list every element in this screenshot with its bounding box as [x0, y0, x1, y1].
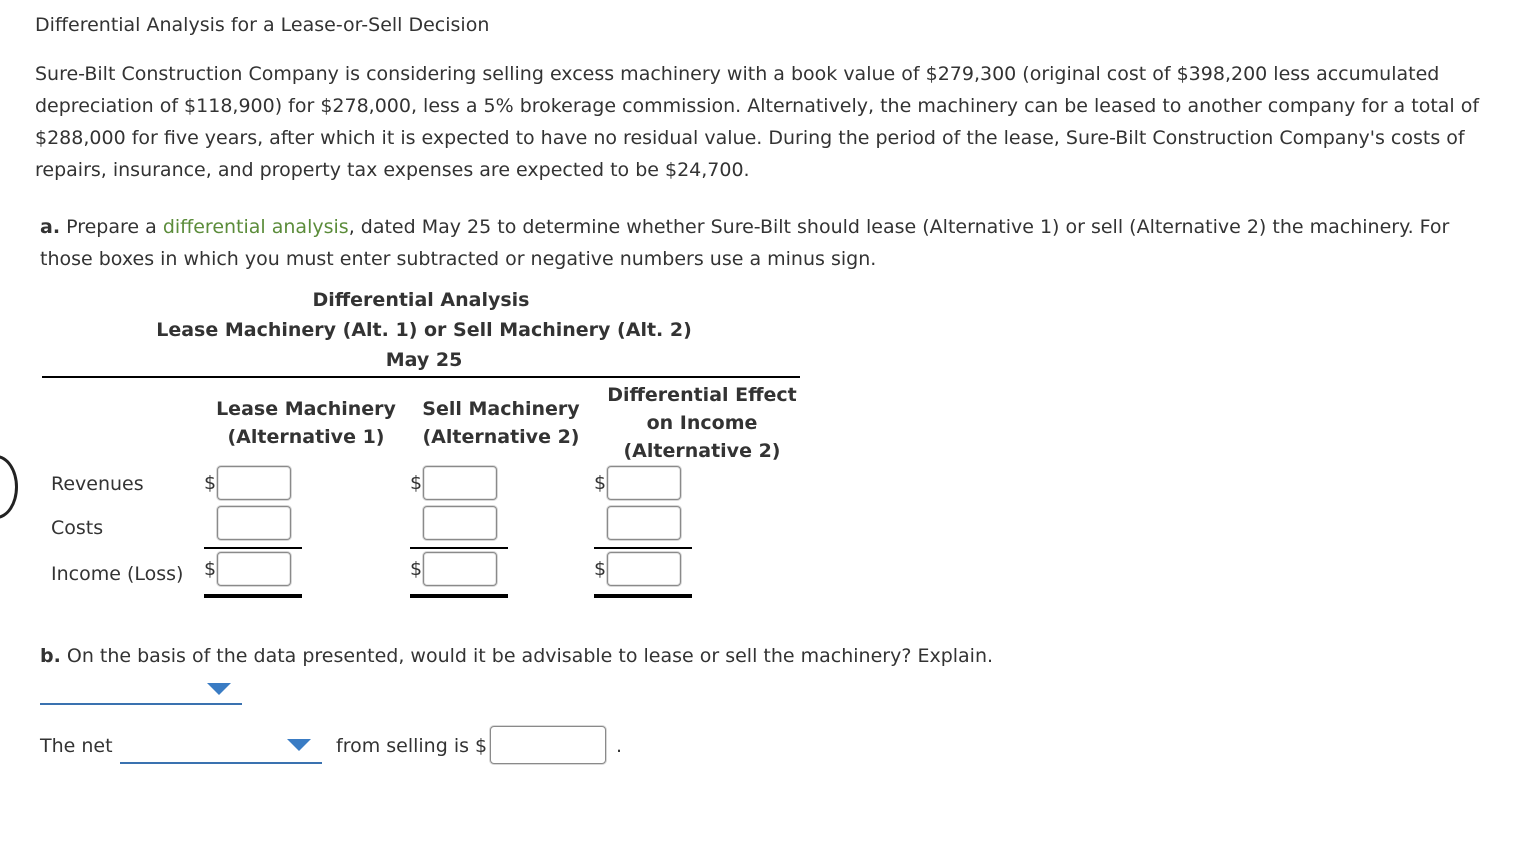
- chevron-down-icon: [207, 683, 231, 695]
- revenues-differential-input[interactable]: [607, 466, 681, 500]
- column-header-line: Lease Machinery: [216, 398, 396, 420]
- revenues-sell-input[interactable]: [423, 466, 497, 500]
- problem-line: depreciation of $118,900) for $278,000, less a 5% brokerage commission. Alternatively, the machinery can be leased to another company for a total of: [35, 95, 1480, 117]
- differential-analysis-link[interactable]: differential analysis: [162, 216, 349, 238]
- part-b-letter: b.: [40, 645, 61, 667]
- problem-line: repairs, insurance, and property tax expenses are expected to be $24,700.: [35, 159, 750, 181]
- net-amount-input[interactable]: [490, 726, 606, 764]
- column-header-line: on Income: [646, 412, 758, 434]
- table-heading-date: May 25: [385, 349, 463, 371]
- part-a-letter: a.: [40, 216, 61, 238]
- subtotal-rule: [410, 547, 508, 549]
- sentence-period: .: [616, 735, 623, 757]
- currency-symbol: $: [204, 558, 217, 580]
- column-header-line: (Alternative 2): [623, 440, 781, 462]
- part-a-instructions: [40, 211, 1520, 275]
- part-b-text: On the basis of the data presented, would it be advisable to lease or sell the machinery? Explain.: [60, 645, 994, 667]
- part-a-text-rest: , dated May 25 to determine whether Sure-Bilt should lease (Alternative 1) or sell (Alternative 2) the machinery. For: [348, 216, 1450, 238]
- total-rule: [410, 594, 508, 598]
- table-heading-title: Differential Analysis: [312, 289, 530, 311]
- revenues-lease-input[interactable]: [217, 466, 291, 500]
- column-header-lease: [206, 395, 406, 451]
- part-a-text: Prepare a: [60, 216, 163, 238]
- page-title: Differential Analysis for a Lease-or-Sell Decision: [35, 14, 490, 36]
- income-differential-input[interactable]: [607, 552, 681, 586]
- column-header-line: (Alternative 2): [422, 426, 580, 448]
- column-header-line: Sell Machinery: [422, 398, 580, 420]
- column-header-line: Differential Effect: [607, 384, 797, 406]
- costs-sell-input[interactable]: [423, 506, 497, 540]
- net-label: The net: [40, 735, 113, 757]
- column-header-differential: [596, 381, 808, 465]
- problem-line: $288,000 for five years, after which it is expected to have no residual value. During the period of the lease, Sure-Bilt Construction Company's costs of: [35, 127, 1465, 149]
- row-label-costs: Costs: [51, 517, 104, 539]
- currency-symbol: $: [594, 472, 607, 494]
- part-a-line2: those boxes in which you must enter subtracted or negative numbers use a minus sign.: [40, 248, 877, 270]
- costs-lease-input[interactable]: [217, 506, 291, 540]
- problem-line: Sure-Bilt Construction Company is considering selling excess machinery with a book value of $279,300 (original cost of $398,200 less accumulated: [35, 63, 1440, 85]
- total-rule: [204, 594, 302, 598]
- income-sell-input[interactable]: [423, 552, 497, 586]
- income-lease-input[interactable]: [217, 552, 291, 586]
- chevron-down-icon: [287, 739, 311, 751]
- column-header-sell: [410, 395, 592, 451]
- currency-symbol: $: [204, 472, 217, 494]
- table-heading-subtitle: Lease Machinery (Alt. 1) or Sell Machinery (Alt. 2): [156, 319, 692, 341]
- table-top-rule: [42, 376, 800, 378]
- currency-symbol: $: [410, 558, 423, 580]
- costs-differential-input[interactable]: [607, 506, 681, 540]
- advisability-dropdown[interactable]: [40, 669, 242, 705]
- problem-paragraph: [35, 58, 1515, 186]
- currency-symbol: $: [594, 558, 607, 580]
- part-b-question: [40, 645, 993, 667]
- net-type-dropdown[interactable]: [120, 728, 322, 764]
- total-rule: [594, 594, 692, 598]
- row-label-revenues: Revenues: [51, 473, 144, 495]
- subtotal-rule: [594, 547, 692, 549]
- subtotal-rule: [204, 547, 302, 549]
- from-selling-label: from selling is $: [336, 735, 488, 757]
- currency-symbol: $: [410, 472, 423, 494]
- row-label-income-loss: Income (Loss): [51, 563, 184, 585]
- column-header-line: (Alternative 1): [227, 426, 385, 448]
- focus-ring-edge: [0, 455, 18, 519]
